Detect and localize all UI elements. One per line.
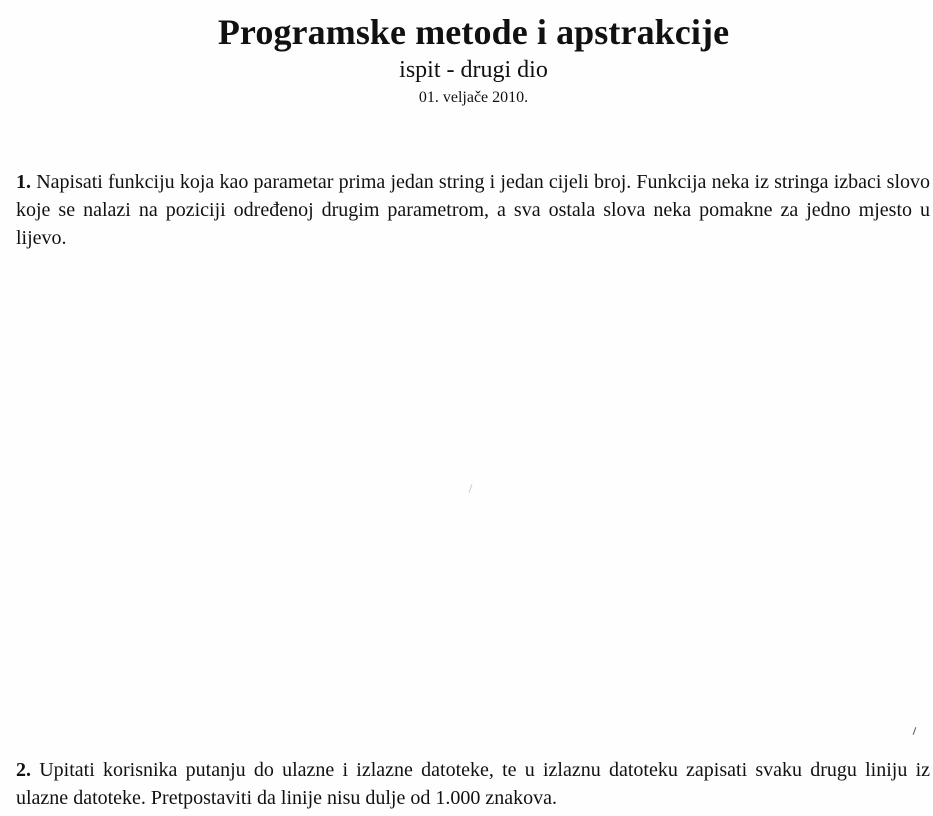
scan-speck (468, 484, 472, 493)
question-1 (16, 168, 930, 252)
question-2-text: Upitati korisnika putanju do ulazne i izlazne datoteke, te u izlaznu datoteku zapisati svaku drugu liniju iz ulazne datoteke. Pretpostaviti da linije nisu dulje od 1.000 znakova. (16, 759, 930, 809)
exam-title: Programske metode i apstrakcije (217, 12, 730, 52)
scan-speck (913, 727, 917, 735)
exam-date: 01. veljače 2010. (418, 89, 529, 106)
question-1-number: 1. (16, 171, 31, 193)
question-1-text: Napisati funkciju koja kao parametar prima jedan string i jedan cijeli broj. Funkcija neka iz stringa izbaci slovo koje se nalazi na poziciji određenoj drugim parametrom, a sva ostala slova neka pomakne za jedno mjesto u lijevo. (16, 171, 930, 249)
question-2-number: 2. (16, 759, 31, 781)
question-2 (16, 756, 930, 812)
exam-subtitle: ispit - drugi dio (399, 57, 548, 83)
